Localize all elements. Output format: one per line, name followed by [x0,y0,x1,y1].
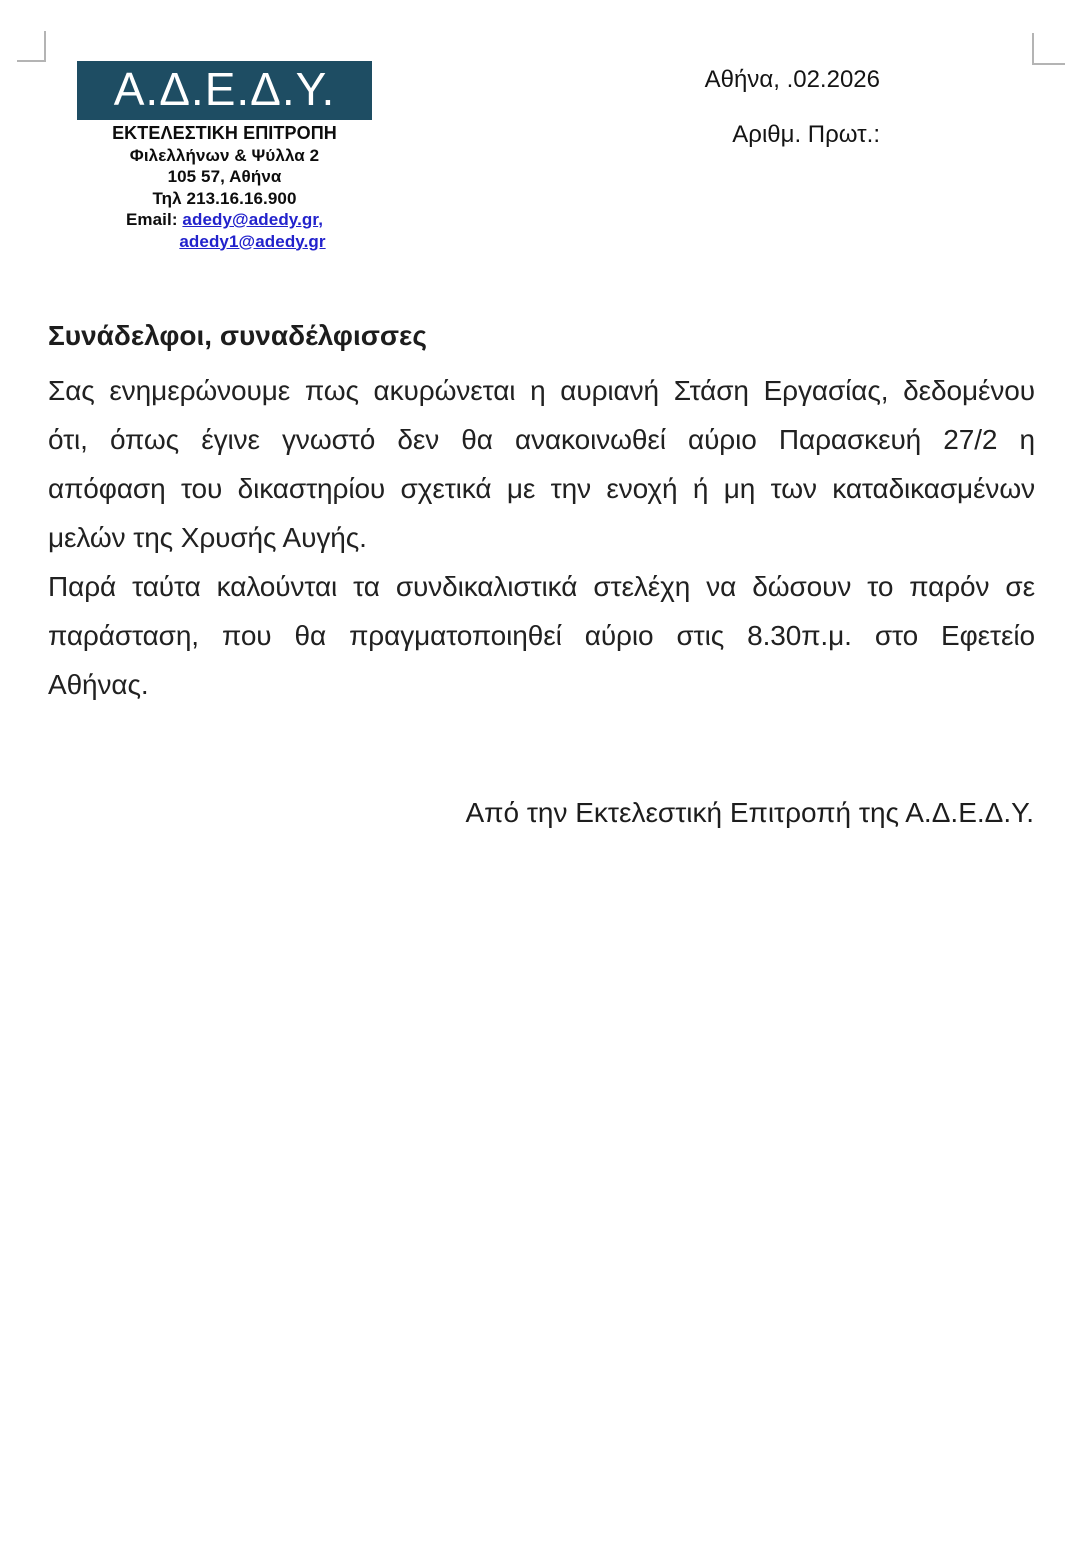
paragraph-line: Σας ενημερώνουμε πως ακυρώνεται η αυριανή Στάση Εργασίας, δεδομένου [48,375,1035,406]
paragraph-line: Παρά ταύτα καλούνται τα συνδικαλιστικά στελέχη να δώσουν το παρόν σε [48,571,1035,602]
letterhead-contact-block [77,123,372,252]
email-separator: , [318,210,324,229]
page-margin-corner-left-icon [17,31,46,62]
committee-line: ΕΚΤΕΛΕΣΤΙΚΗ ΕΠΙΤΡΟΠΗ [112,123,337,143]
email-line-2 [77,231,372,253]
page-margin-corner-right-icon [1032,33,1065,65]
paragraph-line: παράσταση, που θα πραγματοποιηθεί αύριο στις 8.30π.μ. στο Εφετείο [48,620,1035,651]
paragraph-line: μελών της Χρυσής Αυγής. [48,522,367,553]
email-line-1 [77,209,372,231]
email-link-primary[interactable]: adedy@adedy.gr [182,210,319,229]
letter-body [48,366,1035,709]
email-label: Email: [125,210,183,229]
paragraph-line: απόφαση του δικαστηρίου σχετικά με την ενοχή ή μη των καταδικασμένων [48,473,1035,504]
address-line-2: 105 57, Αθήνα [167,167,282,186]
closing-line: Από την Εκτελεστική Επιτροπή της Α.Δ.Ε.Δ.Υ. [465,797,1034,828]
paragraph [48,366,1035,562]
date-line: Αθήνα, .02.2026 [704,66,880,93]
greeting-line: Συνάδελφοι, συναδέλφισσες [48,320,427,351]
phone-line: Τηλ 213.16.16.900 [152,188,297,208]
paragraph-line: ότι, όπως έγινε γνωστό δεν θα ανακοινωθεί αύριο Παρασκευή 27/2 η [48,424,1035,455]
paragraph [48,562,1035,709]
adedy-logo [77,61,372,120]
paragraph-line: Αθήνας. [48,669,149,700]
address-line-1: Φιλελλήνων & Ψύλλα 2 [129,145,320,165]
email-link-secondary[interactable]: adedy1@adedy.gr [179,231,326,251]
adedy-logo-text: Α.Δ.Ε.Δ.Υ. [113,63,336,115]
protocol-number-line: Αριθμ. Πρωτ.: [732,121,880,148]
